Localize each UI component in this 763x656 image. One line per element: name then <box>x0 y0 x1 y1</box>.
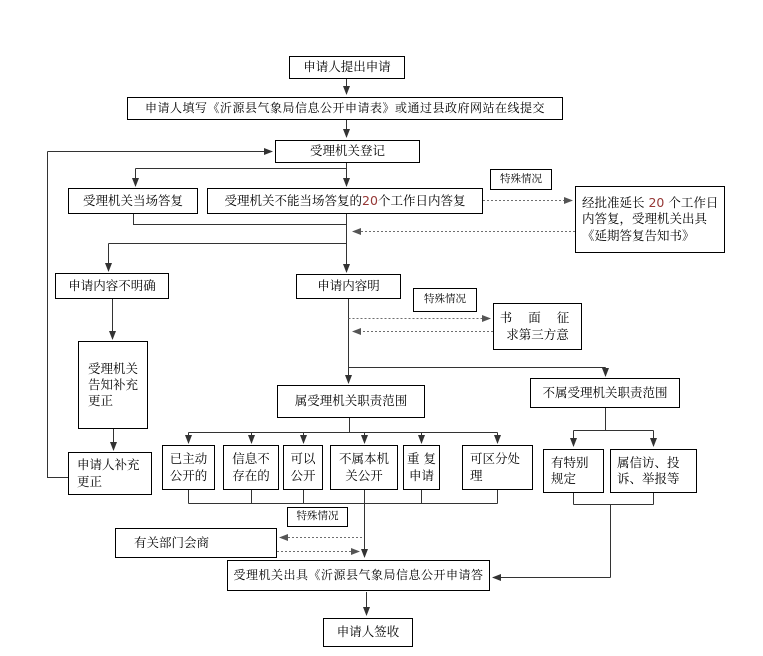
supplement-line-1: 申请人补充 <box>77 457 140 473</box>
label-special-case-1: 特殊情况 <box>490 169 552 190</box>
node-not-onspot-reply <box>207 188 483 214</box>
node-petition-complaint: 属信访、投 诉、举报等 <box>610 449 697 493</box>
node-separable-handle: 可区分处 理 <box>462 445 533 490</box>
node-issue-reply: 受理机关出具《沂源县气象局信息公开申请答 <box>227 560 490 591</box>
notify-line-1: 受理机关 <box>88 360 139 376</box>
extend-line-3: 《延期答复告知书》 <box>582 227 695 243</box>
node-onspot-reply: 受理机关当场答复 <box>68 188 198 214</box>
node-register: 受理机关登记 <box>275 140 420 163</box>
node-dept-consult: 有关部门会商 <box>115 528 277 558</box>
node-applicant-sign: 申请人签收 <box>323 618 413 647</box>
node-out-of-scope: 不属受理机关职责范围 <box>530 378 680 408</box>
node-can-disclose: 可以 公开 <box>283 445 323 490</box>
node-third-party-opinion <box>493 303 582 350</box>
node-already-public: 已主动 公开的 <box>162 445 215 490</box>
node-extend-reply <box>575 186 725 253</box>
node-content-unclear: 申请内容不明确 <box>55 273 169 299</box>
extend-line-1: 经批准延长 20 个工作日 <box>582 195 719 211</box>
node-in-scope: 属受理机关职责范围 <box>277 385 425 418</box>
not-onspot-text-pre: 受理机关不能当场答复的 <box>224 192 363 208</box>
node-not-this-organ: 不属本机 关公开 <box>330 445 398 490</box>
label-special-case-3: 特殊情况 <box>287 507 348 527</box>
label-special-case-2: 特殊情况 <box>413 288 477 312</box>
notify-line-3: 更正 <box>88 393 114 409</box>
third-party-line-2: 求第三方意 <box>506 326 569 342</box>
extend-days: 20 <box>648 195 665 211</box>
dashed-connectors <box>277 201 575 552</box>
not-onspot-text-post: 个工作日内答复 <box>377 192 466 208</box>
node-fill-form: 申请人填写《沂源县气象局信息公开申请表》或通过县政府网站在线提交 <box>127 97 563 120</box>
third-party-line-1: 书 面 征 <box>499 310 576 326</box>
node-repeat-apply: 重 复 申请 <box>403 445 440 490</box>
node-applicant-supplement <box>68 452 152 495</box>
node-content-clear: 申请内容明 <box>296 274 401 299</box>
node-info-not-exist: 信息不 存在的 <box>223 445 279 490</box>
notify-line-2: 告知补充 <box>88 376 139 392</box>
node-notify-supplement <box>78 341 148 429</box>
supplement-line-2: 更正 <box>77 473 103 489</box>
not-onspot-days: 20 <box>362 192 378 208</box>
node-applicant-submit: 申请人提出申请 <box>289 56 405 79</box>
extend-line-2: 内答复，受理机关出具 <box>582 211 708 227</box>
node-special-rule: 有特别 规定 <box>543 449 604 493</box>
